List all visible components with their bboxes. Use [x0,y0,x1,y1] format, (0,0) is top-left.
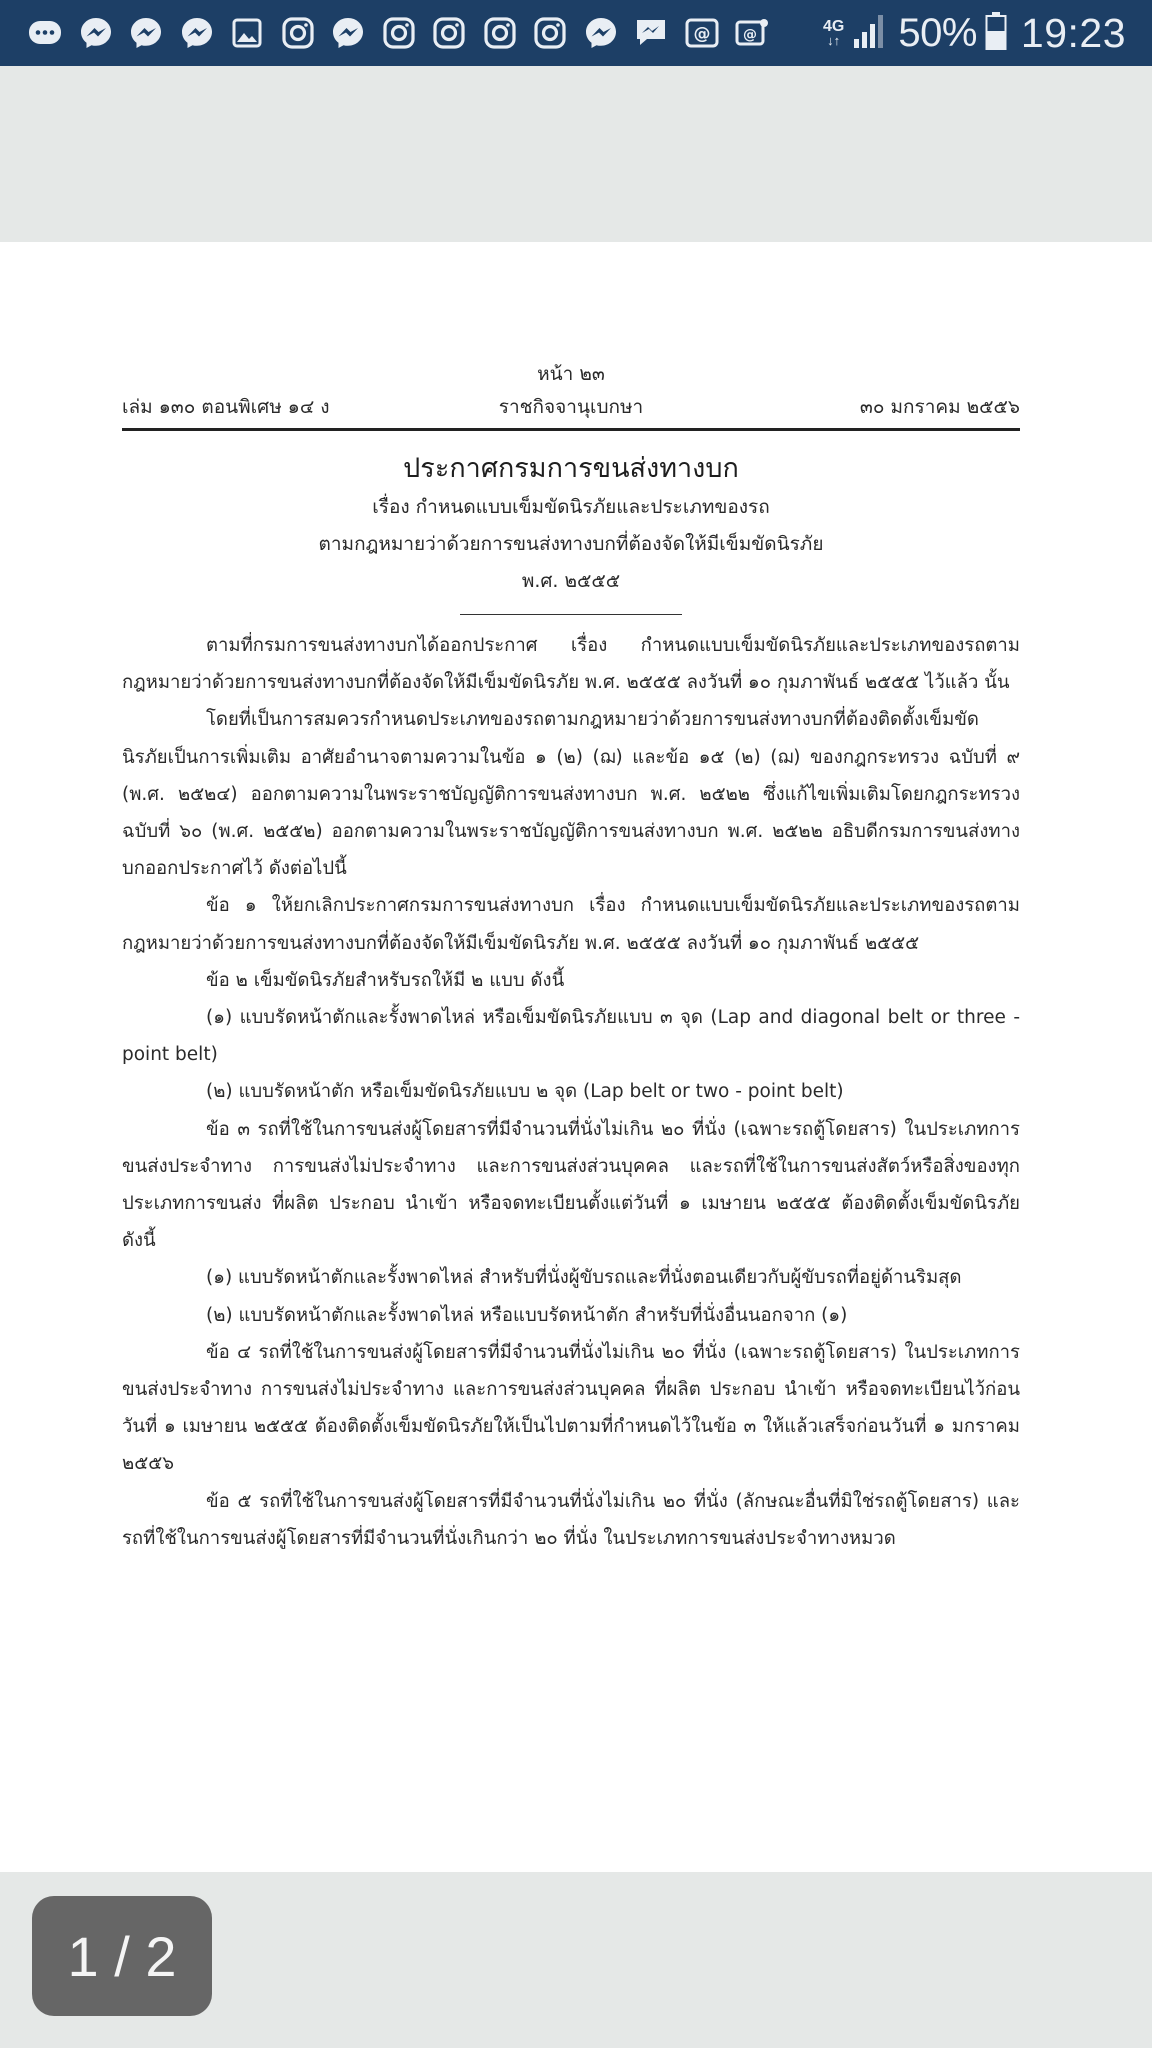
document-header [122,390,1020,431]
document-body [122,627,1020,1557]
document-page[interactable] [0,242,1152,1872]
gallery-icon [228,14,266,52]
document-subtitle-line: เรื่อง กำหนดแบบเข็มขัดนิรภัยและประเภทของรถ [372,496,770,518]
paragraph-clause-3: ข้อ ๓ รถที่ใช้ในการขนส่งผู้โดยสารที่มีจำนวนที่นั่งไม่เกิน ๒๐ ที่นั่ง (เฉพาะรถตู้โดยสาร) ในประเภทการขนส่งประจำทาง การขนส่งไม่ประจำทาง และการขนส่งส่วนบุคคล และรถที่ใช้ในการขนส่งสัตว์หรือสิ่งของทุกประเภทการขนส่ง ที่ผลิต ประกอบ นำเข้า หรือจดทะเบียนตั้งแต่วันที่ ๑ เมษายน ๒๕๕๕ ต้องติดตั้งเข็มขัดนิรภัย ดังนี้ [122,1118,1020,1252]
header-date: ๓๐ มกราคม ๒๕๕๖ [859,396,1020,418]
signal-icon [852,12,888,54]
paragraph-clause-2: ข้อ ๒ เข็มขัดนิรภัยสำหรับรถให้มี ๒ แบบ ดังนี้ [206,969,565,991]
paragraph-clause-1: ข้อ ๑ ให้ยกเลิกประกาศกรมการขนส่งทางบก เรื่อง กำหนดแบบเข็มขัดนิรภัยและประเภทของรถตามกฎหมายว่าด้วยการขนส่งทางบกที่ต้องจัดให้มีเข็มขัดนิรภัย พ.ศ. ๒๕๕๕ ลงวันที่ ๑๐ กุมภาพันธ์ ๒๕๕๕ [122,895,1020,954]
instagram-icon [481,14,519,52]
instagram-icon [279,14,317,52]
system-icons [823,0,1126,66]
document-year: พ.ศ. ๒๕๕๕ [521,570,621,592]
instagram-icon [531,14,569,52]
chat-icon [632,14,670,52]
page-number: หน้า ๒๓ [537,363,605,385]
document-subtitle-line: ตามกฎหมายว่าด้วยการขนส่งทางบกที่ต้องจัดให้มีเข็มขัดนิรภัย [318,533,824,555]
status-bar [0,0,1152,66]
email-icon [683,14,721,52]
paragraph-clause-4: ข้อ ๔ รถที่ใช้ในการขนส่งผู้โดยสารที่มีจำนวนที่นั่งไม่เกิน ๒๐ ที่นั่ง (เฉพาะรถตู้โดยสาร) ในประเภทการขนส่งประจำทาง การขนส่งไม่ประจำทาง และการขนส่งส่วนบุคคล ที่ผลิต ประกอบ นำเข้า หรือจดทะเบียนไว้ก่อนวันที่ ๑ เมษายน ๒๕๕๕ ต้องติดตั้งเข็มขัดนิรภัยให้เป็นไปตามที่กำหนดไว้ในข้อ ๓ ให้แล้วเสร็จก่อนวันที่ ๑ มกราคม ๒๕๕๖ [122,1341,1020,1475]
svg-text:@: @ [693,24,710,44]
battery-icon [985,11,1007,55]
instagram-icon [380,14,418,52]
network-type: 4G [822,18,845,35]
messenger-icon [178,14,216,52]
paragraph: ตามที่กรมการขนส่งทางบกได้ออกประกาศ เรื่อง กำหนดแบบเข็มขัดนิรภัยและประเภทของรถตามกฎหมายว่าด้วยการขนส่งทางบกที่ต้องจัดให้มีเข็มขัดนิรภัย พ.ศ. ๒๕๕๕ ลงวันที่ ๑๐ กุมภาพันธ์ ๒๕๕๕ ไว้แล้ว นั้น [122,635,1020,694]
sms-icon [26,14,64,52]
paragraph: โดยที่เป็นการสมควรกำหนดประเภทของรถตามกฎหมายว่าด้วยการขนส่งทางบกที่ต้องติดตั้งเข็มขัดนิรภัยเป็นการเพิ่มเติม อาศัยอำนาจตามความในข้อ ๑ (๒) (ฌ) และข้อ ๑๕ (๒) (ฌ) ของกฎกระทรวง ฉบับที่ ๙ (พ.ศ. ๒๕๒๔) ออกตามความในพระราชบัญญัติการขนส่งทางบก พ.ศ. ๒๕๒๒ ซึ่งแก้ไขเพิ่มเติมโดยกฎกระทรวง ฉบับที่ ๖๐ (พ.ศ. ๒๕๕๒) ออกตามความในพระราชบัญญัติการขนส่งทางบก พ.ศ. ๒๕๒๒ อธิบดีกรมการขนส่งทางบกออกประกาศไว้ ดังต่อไปนี้ [122,709,1020,880]
notification-icons [26,14,784,52]
sub-item: (๒) แบบรัดหน้าตัก หรือเข็มขัดนิรภัยแบบ ๒ จุด (Lap belt or two - point belt) [206,1081,844,1103]
header-volume: เล่ม ๑๓๐ ตอนพิเศษ ๑๔ ง [122,396,330,418]
messenger-icon [77,14,115,52]
paragraph-clause-5: ข้อ ๕ รถที่ใช้ในการขนส่งผู้โดยสารที่มีจำนวนที่นั่งไม่เกิน ๒๐ ที่นั่ง (ลักษณะอื่นที่มิใช่รถตู้โดยสาร) และรถที่ใช้ในการขนส่งผู้โดยสารที่มีจำนวนที่นั่งเกินกว่า ๒๐ ที่นั่ง ในประเภทการขนส่งประจำทางหมวด [122,1490,1020,1549]
network-activity-icon: ↓↑ [827,33,841,48]
mail-icon [733,14,771,52]
sub-item: (๑) แบบรัดหน้าตักและรั้งพาดไหล่ สำหรับที่นั่งผู้ขับรถและที่นั่งตอนเดียวกับผู้ขับรถที่อยู่ด้านริมสุด [206,1267,962,1289]
title-divider [460,614,682,615]
messenger-icon [127,14,165,52]
network-indicator [823,19,844,47]
sub-item: (๒) แบบรัดหน้าตักและรั้งพาดไหล่ หรือแบบรัดหน้าตัก สำหรับที่นั่งอื่นนอกจาก (๑) [206,1304,848,1326]
header-gazette: ราชกิจจานุเบกษา [498,396,644,418]
document-title: ประกาศกรมการขนส่งทางบก [403,453,739,484]
page-counter: 1 / 2 [32,1896,212,2016]
instagram-icon [430,14,468,52]
svg-text:@: @ [743,27,757,43]
sub-item: (๑) แบบรัดหน้าตักและรั้งพาดไหล่ หรือเข็มขัดนิรภัยแบบ ๓ จุด (Lap and diagonal belt or three - point belt) [122,1007,1020,1066]
battery-percent: 50% [898,10,977,55]
clock: 19:23 [1020,9,1126,56]
document-content [122,358,1020,1557]
messenger-icon [582,14,620,52]
messenger-icon [329,14,367,52]
